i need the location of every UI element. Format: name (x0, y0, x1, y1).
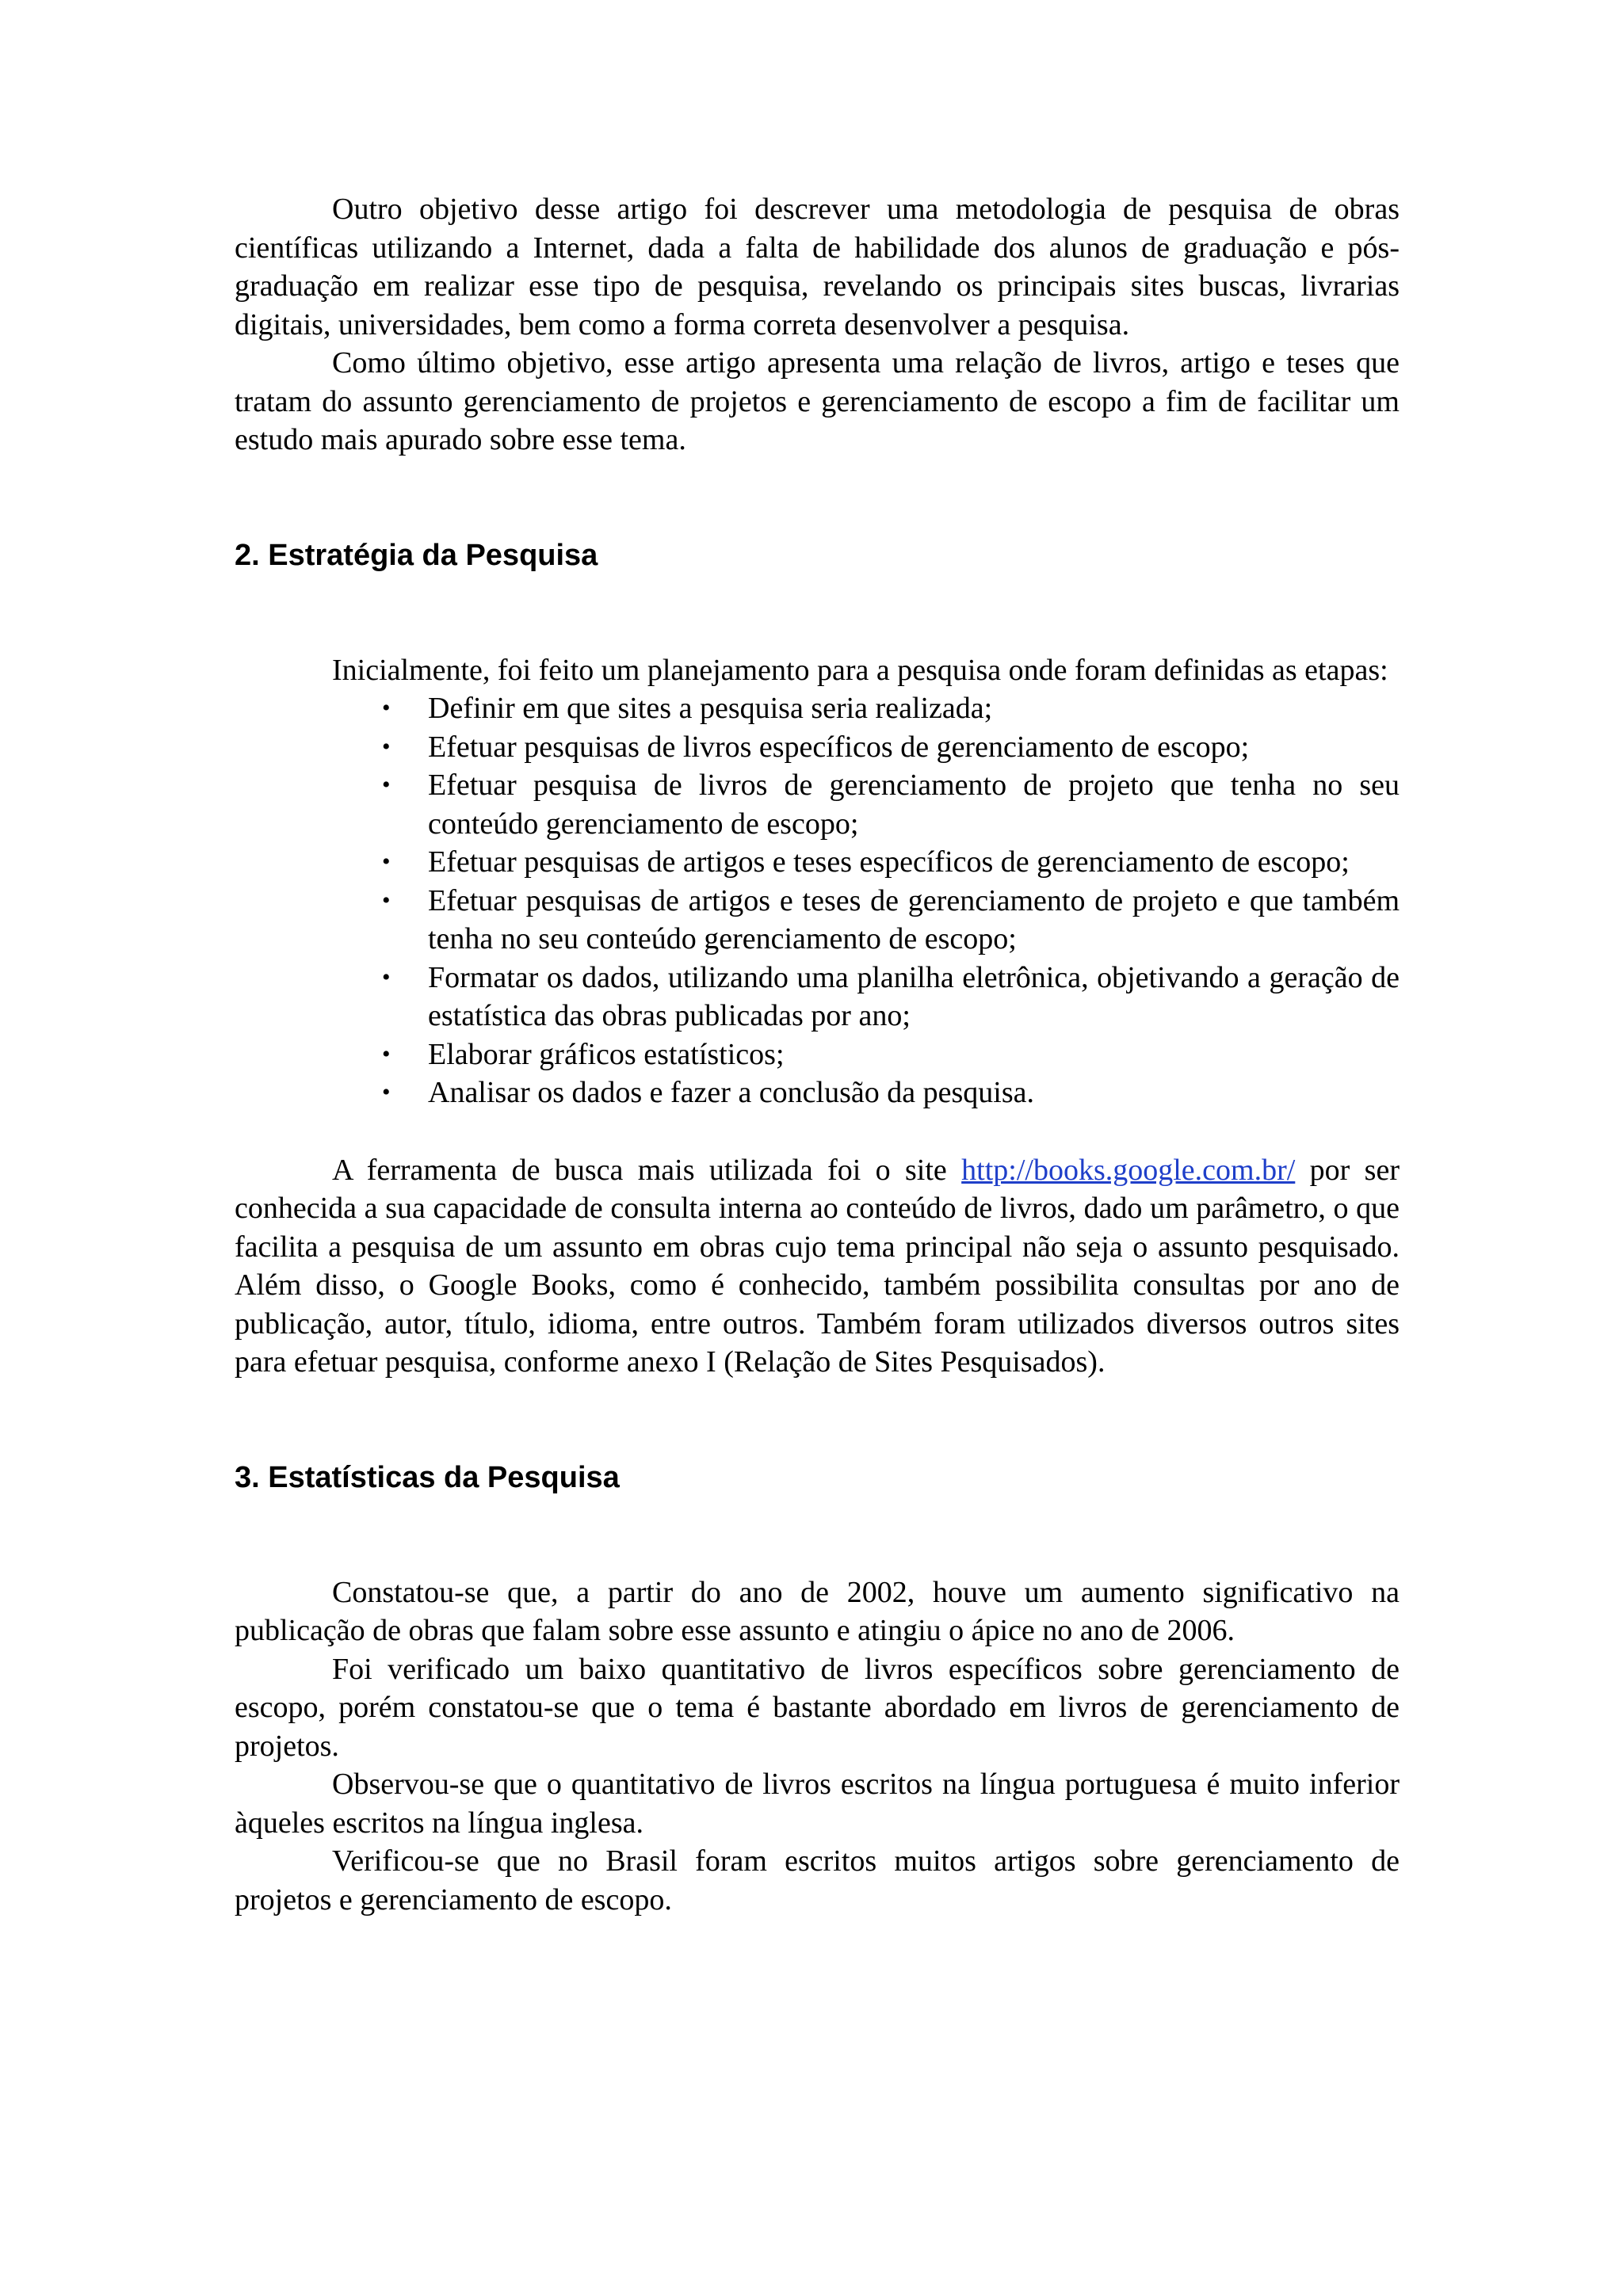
section-heading-estatisticas: 3. Estatísticas da Pesquisa (235, 1460, 620, 1494)
search-tool-paragraph (235, 1151, 1400, 1382)
list-item (382, 728, 1400, 767)
list-item-text: Elaborar gráficos estatísticos; (428, 1037, 785, 1071)
steps-list (235, 689, 1400, 1112)
list-item-text: Analisar os dados e fazer a conclusão da pesquisa. (428, 1076, 1034, 1109)
bullet-icon: • (382, 772, 391, 798)
statistics-paragraph: Foi verificado um baixo quantitativo de livros específicos sobre gerenciamento de escopo, porém constatou-se que o tema é bastante abordado em livros de gerenciamento de projetos. (235, 1652, 1400, 1763)
strategy-intro-paragraph: Inicialmente, foi feito um planejamento para a pesquisa onde foram definidas as etapas: (332, 653, 1388, 687)
list-item (382, 959, 1400, 1035)
intro-paragraph: Outro objetivo desse artigo foi descrever uma metodologia de pesquisa de obras científicas utilizando a Internet, dada a falta de habilidade dos alunos de graduação e pós-graduação em realizar esse tipo de pesquisa, revelando os principais sites buscas, livrarias digitais, universidades, bem como a forma correta desenvolver a pesquisa. (235, 193, 1400, 341)
list-item (382, 1074, 1400, 1112)
google-books-link[interactable]: http://books.google.com.br/ (961, 1153, 1296, 1187)
list-item-text: Efetuar pesquisas de livros específicos de gerenciamento de escopo; (428, 730, 1250, 764)
list-item (382, 843, 1400, 882)
bullet-icon: • (382, 887, 391, 913)
list-item (382, 689, 1400, 728)
bullet-icon: • (382, 1040, 391, 1067)
search-tool-text-before: A ferramenta de busca mais utilizada foi o site (332, 1153, 962, 1187)
list-item-text: Formatar os dados, utilizando uma planilha eletrônica, objetivando a geração de estatística das obras publicadas por ano; (428, 960, 1400, 1032)
statistics-paragraph: Constatou-se que, a partir do ano de 2002, houve um aumento significativo na publicação de obras que falam sobre esse assunto e atingiu o ápice no ano de 2006. (235, 1575, 1400, 1647)
list-item-text: Definir em que sites a pesquisa seria realizada; (428, 692, 993, 725)
list-item-text: Efetuar pesquisas de artigos e teses de gerenciamento de projeto e que também tenha no seu conteúdo gerenciamento de escopo; (428, 883, 1400, 955)
list-item-text: Efetuar pesquisa de livros de gerenciamento de projeto que tenha no seu conteúdo gerenciamento de escopo; (428, 769, 1400, 841)
search-tool-text-after: por ser conhecida a sua capacidade de consulta interna ao conteúdo de livros, dado um parâmetro, o que facilita a pesquisa de um assunto em obras cujo tema principal não seja o assunto pesquisado. Além disso, o Google Books, como é conhecido, também possibilita consultas por ano de publicação, autor, título, idioma, entre outros. Também foram utilizados diversos outros sites para efetuar pesquisa, conforme anexo I (Relação de Sites Pesquisados). (235, 1153, 1400, 1379)
bullet-icon: • (382, 733, 391, 760)
list-item (382, 882, 1400, 959)
bullet-icon: • (382, 1079, 391, 1105)
list-item (382, 766, 1400, 843)
statistics-paragraph: Observou-se que o quantitativo de livros escritos na língua portuguesa é muito inferior àqueles escritos na língua inglesa. (235, 1768, 1400, 1840)
bullet-icon: • (382, 849, 391, 875)
list-item-text: Efetuar pesquisas de artigos e teses específicos de gerenciamento de escopo; (428, 845, 1350, 879)
bullet-icon: • (382, 695, 391, 721)
document-page (235, 190, 1400, 1919)
bullet-icon: • (382, 963, 391, 990)
statistics-paragraph: Verificou-se que no Brasil foram escritos muitos artigos sobre gerenciamento de projetos e gerenciamento de escopo. (235, 1844, 1400, 1917)
section-heading-estrategia: 2. Estratégia da Pesquisa (235, 538, 598, 572)
list-item (382, 1035, 1400, 1074)
intro-paragraph: Como último objetivo, esse artigo apresenta uma relação de livros, artigo e teses que tratam do assunto gerenciamento de projetos e gerenciamento de escopo a fim de facilitar um estudo mais apurado sobre esse tema. (235, 346, 1400, 456)
